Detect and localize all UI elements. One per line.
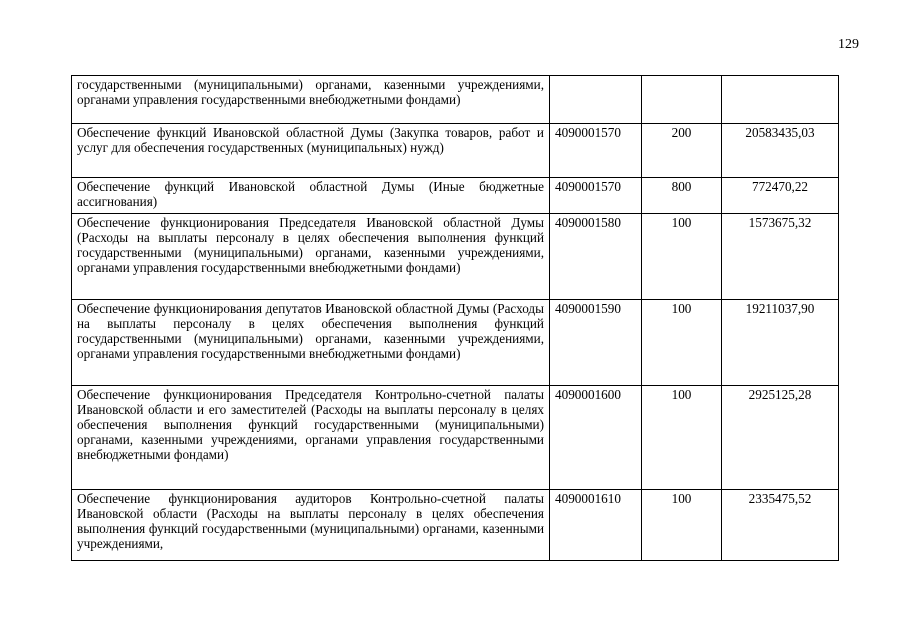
row-description: Обеспечение функций Ивановской областной Думы (Закупка товаров, работ и услуг для обеспечения государственных (муниципальных) нужд) xyxy=(72,124,550,178)
row-expense-type: 800 xyxy=(642,178,722,214)
page-number: 129 xyxy=(838,37,859,52)
row-expense-type xyxy=(642,76,722,124)
row-target-code: 4090001570 xyxy=(550,178,642,214)
row-target-code: 4090001590 xyxy=(550,300,642,386)
table-row xyxy=(72,490,839,561)
row-expense-type: 100 xyxy=(642,490,722,561)
row-description: Обеспечение функционирования Председателя Контрольно-счетной палаты Ивановской области и его заместителей (Расходы на выплаты персоналу в целях обеспечения выполнения функций государственными (муниципальными) органами, казенными учреждениями, органами управления государственными внебюджетными фондами) xyxy=(72,386,550,490)
row-amount: 1573675,32 xyxy=(722,214,839,300)
row-amount: 2925125,28 xyxy=(722,386,839,490)
table-row xyxy=(72,124,839,178)
row-expense-type: 100 xyxy=(642,300,722,386)
table-row xyxy=(72,178,839,214)
row-description: Обеспечение функций Ивановской областной Думы (Иные бюджетные ассигнования) xyxy=(72,178,550,214)
table-row xyxy=(72,76,839,124)
row-amount xyxy=(722,76,839,124)
table-row xyxy=(72,300,839,386)
table-row xyxy=(72,214,839,300)
row-target-code: 4090001580 xyxy=(550,214,642,300)
row-description: Обеспечение функционирования Председателя Ивановской областной Думы (Расходы на выплаты персоналу в целях обеспечения выполнения функций государственными (муниципальными) органами, казенными учреждениями, органами управления государственными внебюджетными фондами) xyxy=(72,214,550,300)
budget-table xyxy=(71,75,839,561)
row-target-code xyxy=(550,76,642,124)
row-expense-type: 100 xyxy=(642,214,722,300)
row-amount: 20583435,03 xyxy=(722,124,839,178)
row-target-code: 4090001610 xyxy=(550,490,642,561)
table-row xyxy=(72,386,839,490)
row-description: Обеспечение функционирования депутатов Ивановской областной Думы (Расходы на выплаты персоналу в целях обеспечения выполнения функций государственными (муниципальными) органами, казенными учреждениями, органами управления государственными внебюджетными фондами) xyxy=(72,300,550,386)
row-amount: 2335475,52 xyxy=(722,490,839,561)
row-description: государственными (муниципальными) органами, казенными учреждениями, органами управления государственными внебюджетными фондами) xyxy=(72,76,550,124)
row-target-code: 4090001570 xyxy=(550,124,642,178)
row-amount: 19211037,90 xyxy=(722,300,839,386)
row-expense-type: 200 xyxy=(642,124,722,178)
row-expense-type: 100 xyxy=(642,386,722,490)
row-description: Обеспечение функционирования аудиторов Контрольно-счетной палаты Ивановской области (Расходы на выплаты персоналу в целях обеспечения выполнения функций государственными (муниципальными) органами, казенными учреждениями, xyxy=(72,490,550,561)
row-target-code: 4090001600 xyxy=(550,386,642,490)
row-amount: 772470,22 xyxy=(722,178,839,214)
